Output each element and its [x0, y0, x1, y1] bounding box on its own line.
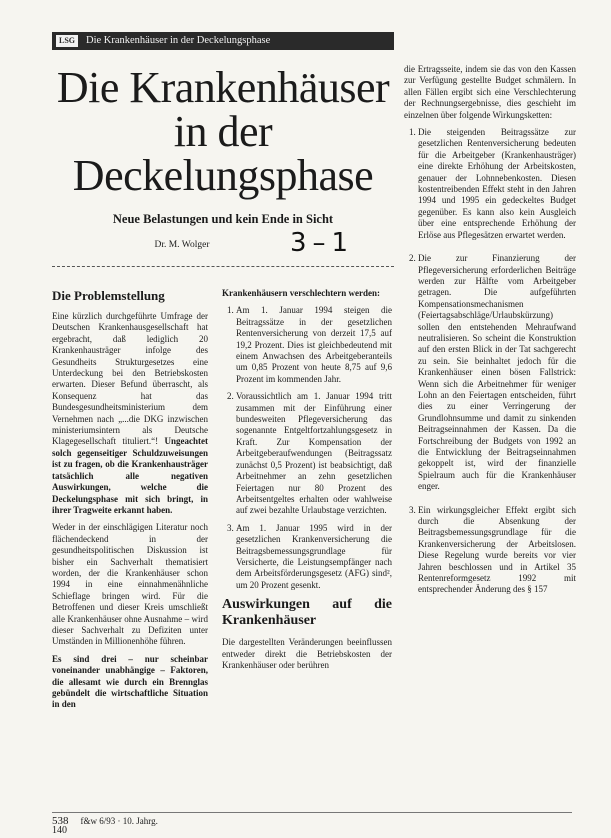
- effect-item-2: 2. Die zur Finanzierung der Pflegeversicherung erforderlichen Beiträge werden zur Hälfte vom Arbeitgeber getragen. Die aufgeführten Kompensationsmechanismen (Feiertagsabschläge/Urlaubskürzung) sollen den entstehenden Mehraufwand neutralisieren. So scheint die Konstruktion auf den ersten Blick in der Tat sachgerecht zu sein. Sie beinhaltet jedoch für die Krankenhäuser einen bösen Fallstrick: Wenn sich die Arbeitnehmer für weniger Lohn an den Feiertagen entscheiden, führt dies zu einer Verringerung der Grundlohnsumme und damit zu sinkenden Beitragseinnahmen der Kassen. Da die Fortschreibung der Budgets von 1992 an die Entwicklung der Beitragseinnahmen gekoppelt ist, wird der finanzielle Spielraum auch für die Krankenhäuser enger.: [418, 253, 576, 493]
- factors-intro: Krankenhäusern verschlechtern werden:: [222, 288, 380, 298]
- left-column: [52, 288, 208, 717]
- article-title: Die Krankenhäuser in der Deckelungsphase: [56, 63, 390, 200]
- magazine-logo: LSG: [56, 35, 78, 47]
- effect-item-1: 1. Die steigenden Beitragssätze zur gesetzlichen Rentenversicherung bedeuten für die Arbeitgeber (Krankenhausträger) eine direkte Erhöhung der Arbeitskosten, genauer der Lohnnebenkosten. Diesen kostentreibenden Effekt steht in den Jahren 1994 und 1995 ein gedeckeltes Budget gegenüber. Es kann also kein Ausgleich über eine entsprechende Erhöhung der Erlöse aus Pflegesätzen erwartet werden.: [418, 127, 576, 241]
- paragraph-factors: Es sind drei – nur scheinbar voneinander unabhängige – Faktoren, die allesamt wie durch ein Brennglas gebündelt die wirtschaftliche Situation in den: [52, 653, 208, 710]
- page-footer: [52, 812, 572, 836]
- factor-item-1: 1. Am 1. Januar 1994 steigen die Beitragssätze in der gesetzlichen Rentenversicherung von derzeit 17,5 auf 19,2 Prozent. Dies ist gleichbedeutend mit einem Anwachsen des Arbeitgeberanteils um 0,85 Prozent von heute 8,75 auf 9,6 Prozent im kommenden Jahr.: [236, 305, 392, 385]
- factor-item-2: 2. Voraussichtlich am 1. Januar 1994 tritt zusammen mit der Einführung einer bundesweiten Pflegeversicherung das sogenannte Entgeltfortzahlungsgesetz in Kraft. Zur Kompensation der Arbeitgeberaufwendungen (Beitragssatz zunächst 0,5 Prozent) ist beabsichtigt, daß Arbeitnehmer an zehn gesetzlichen Feiertagen nur 80 Prozent des Arbeitsentgeltes erhalten oder wahlweise auf zwei bezahlte Urlaubstage verzichten.: [236, 391, 392, 516]
- paragraph-literature: Weder in der einschlägigen Literatur noch flächendeckend in der gesundheitspolitischen Diskussion ist bisher ein Sachverhalt thematisiert worden, der die Krankenhäuser schon 1994 in eine einnahmenähnliche Schieflage bringen wird. Für die Betroffenen und dieser Kreis umschließt alle Krankenhäuser ohne Ausnahme – wird dieser Sachverhalt zu Defiziten unter Umständen in Millionenhöhe führen.: [52, 522, 208, 647]
- handwritten-note: 3–1: [290, 228, 355, 258]
- paragraph-intro-text: Eine kürzlich durchgeführte Umfrage der Deutschen Krankenhausgesellschaft hat ergebracht, daß lediglich 20 Krankenhausträger infolge des Gesundheits Strukturgesetzes eine Unterdeckung bei den Betriebskosten erwarten. Dieser Befund überrascht, als Konsequenz hat das Bundesgesundheitsministerium dem Vernehmen nach „...die DKG inzwischen ministeriumsintern als Deutsche Klagegesellschaft tituliert.“!: [52, 311, 208, 447]
- factors-list: [222, 305, 392, 591]
- dashed-rule: [52, 266, 394, 267]
- right-column: [404, 64, 576, 608]
- factor-item-3: 3. Am 1. Januar 1995 wird in der gesetzlichen Krankenversicherung die Beitragsbemessungsgrundlage für Versicherte, die Leistungsempfänger nach dem Arbeitsförderungsgesetz (AFG) sind², um 20 Prozent gesenkt.: [236, 523, 392, 591]
- effect-item-3: 3. Ein wirkungsgleicher Effekt ergibt sich durch die Absenkung der Beitragsbemessungsgrundlage für die Krankenversicherung der Arbeitslosen. Diese Regelung wurde bereits vor vier Jahren beschlossen und in Artikel 35 Rentenreformgesetz 1992 mit entsprechender Änderung des § 157: [418, 505, 576, 596]
- middle-column: [222, 288, 392, 677]
- paragraph-effects: Die dargestellten Veränderungen beeinflussen entweder direkt die Betriebskosten der Krankenhäuser oder berühren: [222, 637, 392, 670]
- section-heading-effects: Auswirkungen auf die Krankenhäuser: [222, 597, 392, 629]
- header-kicker: Die Krankenhäuser in der Deckelungsphase: [86, 35, 271, 46]
- paragraph-intro: [52, 311, 208, 516]
- paragraph-intro-bold: Ungeachtet solch gegenseitiger Schuldzuweisungen ist zu fragen, ob die Krankenhausträger tatsächlich alle negativen Auswirkungen, welche die Deckelungsphase mit sich bringt, in ihrer Tragweite erkannt haben.: [52, 436, 208, 515]
- header-bar: [52, 32, 394, 50]
- effects-list: [404, 127, 576, 596]
- article-subtitle: Neue Belastungen und kein Ende in Sicht: [112, 212, 334, 226]
- issue-info: f&w 6/93 · 10. Jahrg.: [80, 816, 158, 826]
- handwritten-page-number: 140: [52, 825, 67, 836]
- section-heading-problem: Die Problemstellung: [52, 288, 165, 303]
- paragraph-revenue: die Ertragsseite, indem sie das von den Kassen zur Verfügung gestellte Budget schmälern. In allen Fällen ergibt sich eine Verschlechterung der Rechnungsergebnisse, dies geschieht im einzelnen über folgende Wirkungsketten:: [404, 64, 576, 120]
- page-number: 538: [52, 815, 69, 827]
- author-byline: Dr. M. Wolger: [154, 240, 210, 250]
